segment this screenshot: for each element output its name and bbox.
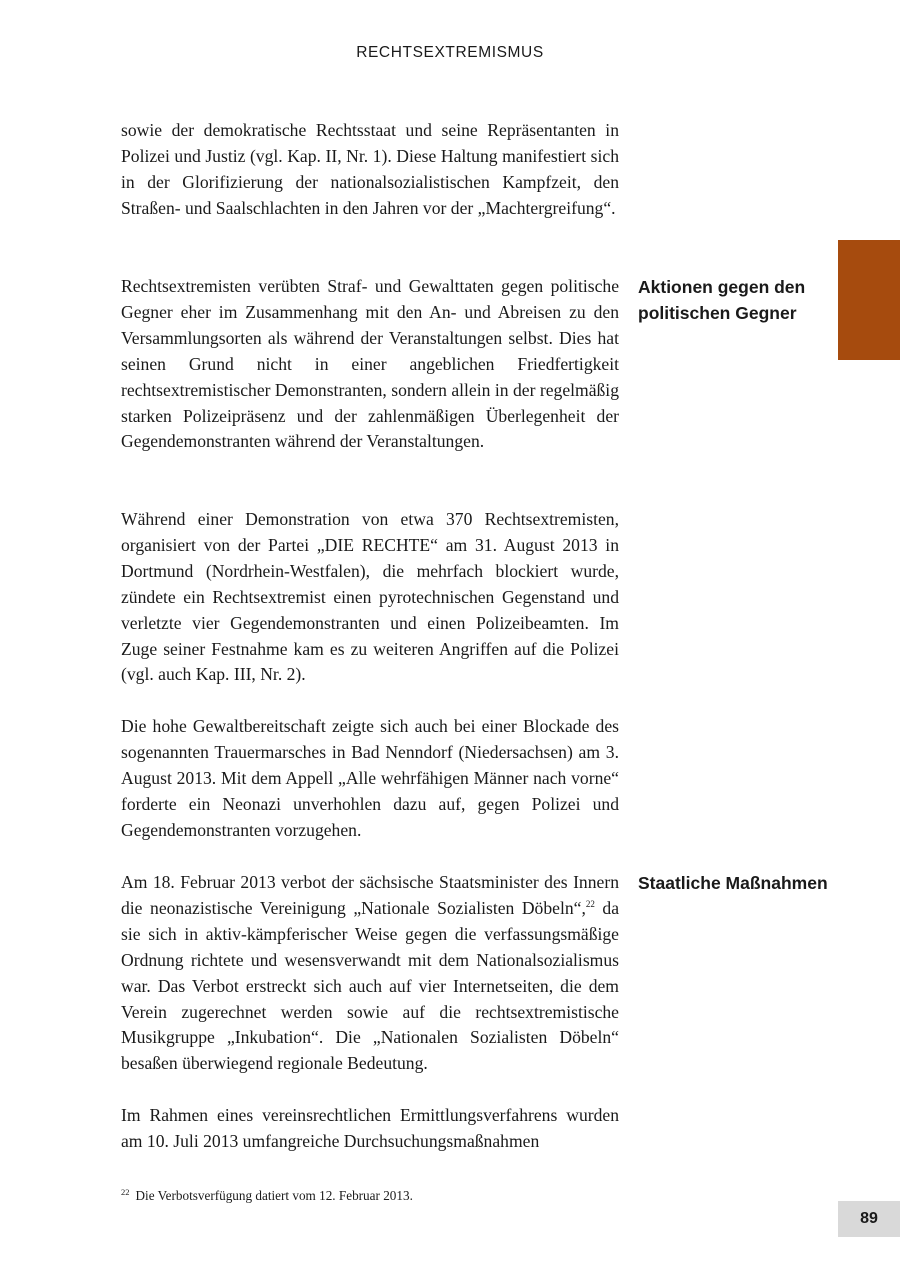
page-number: 89 — [838, 1201, 900, 1237]
sidenote-aktionen: Aktionen gegen den politischen Gegner — [638, 277, 806, 323]
sidenote-massnahmen: Staatliche Maßnahmen — [638, 873, 828, 893]
paragraph-2: Rechtsextremisten verübten Straf- und Gewalttaten gegen politische Gegner eher im Zusammenhang mit den An- und Abreisen zu den Versammlungsorten als während der Veranstaltungen selbst. Dies hat seinen Grund nicht in einer angeblichen Friedfertigkeit rechtsextremistischer Demonstranten, sondern allein in der regelmäßig starken Polizeipräsenz und der zahlenmäßigen Überlegenheit der Gegendemonstranten während der Veranstaltungen. — [121, 276, 619, 452]
paragraph-5-part-1: Am 18. Februar 2013 verbot der sächsische Staatsminister des Innern die neonazistische Vereinigung „Nationale Sozialisten Döbeln“, — [121, 872, 619, 918]
footnote-text: Die Verbotsverfügung datiert vom 12. Februar 2013. — [135, 1188, 413, 1203]
paragraph-6: Im Rahmen eines vereinsrechtlichen Ermittlungsverfahrens wurden am 10. Juli 2013 umfangreiche Durchsuchungsmaßnahmen — [121, 1105, 619, 1151]
paragraph-4: Die hohe Gewaltbereitschaft zeigte sich auch bei einer Blockade des sogenannten Trauermarsches in Bad Nenndorf (Niedersachsen) am 3. August 2013. Mit dem Appell „Alle wehrfähigen Männer nach vorne“ forderte ein Neonazi unverhohlen dazu auf, gegen Polizei und Gegendemonstranten vorzugehen. — [121, 716, 619, 840]
running-head: RECHTSEXTREMISMUS — [356, 44, 544, 61]
paragraph-3: Während einer Demonstration von etwa 370 Rechtsextremisten, organisiert von der Partei „DIE RECHTE“ am 31. August 2013 in Dortmund (Nordrhein-Westfalen), die mehrfach blockiert wurde, zündete ein Rechtsextremist einen pyrotechnischen Gegenstand und verletzte vier Gegendemonstranten und einen Polizeibeamten. Im Zuge seiner Festnahme kam es zu weiteren Angriffen auf die Polizei (vgl. auch Kap. III, Nr. 2). — [121, 509, 619, 685]
footnote — [121, 1187, 619, 1205]
footnote-reference[interactable]: 22 — [585, 899, 595, 910]
footnote-number: 22 — [121, 1186, 130, 1197]
paragraph-5 — [121, 870, 619, 1077]
chapter-tab-marker — [838, 240, 900, 360]
paragraph-5-part-2: da sie sich in aktiv-kämpferischer Weise gegen die verfassungsmäßige Ordnung richtete und wesensverwandt mit dem Nationalsozialismus war. Das Verbot erstreckt sich auch auf vier Internetseiten, die dem Verein zugerechnet werden sowie auf die rechtsextremistische Musikgruppe „Inkubation“. Die „Nationalen Sozialisten Döbeln“ besaßen überwiegend regionale Bedeutung. — [121, 897, 620, 1074]
paragraph-1: sowie der demokratische Rechtsstaat und seine Repräsentanten in Polizei und Justiz (vgl. Kap. II, Nr. 1). Diese Haltung manifestiert sich in der Glorifizierung der nationalsozialistischen Kampfzeit, den Straßen- und Saalschlachten in den Jahren vor der „Machtergreifung“. — [121, 120, 619, 218]
